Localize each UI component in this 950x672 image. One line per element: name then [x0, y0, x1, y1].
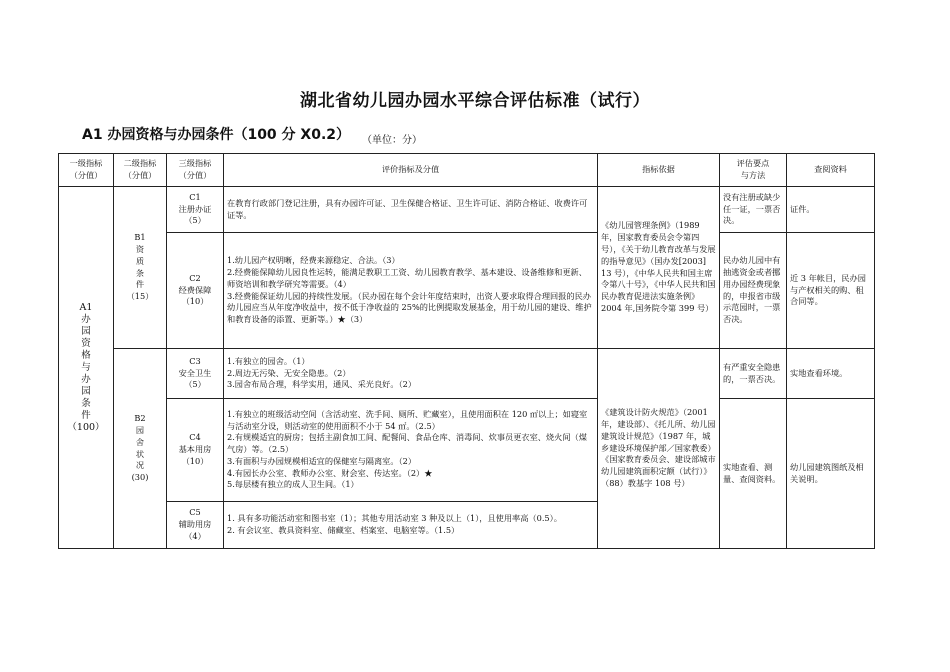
header-criteria: 评价指标及分值	[224, 154, 598, 187]
header-basis: 指标依据	[598, 154, 720, 187]
method-b2: 实地查看、测量、查阅资料。	[720, 399, 787, 549]
table-row-c2	[59, 233, 875, 349]
c2-criteria: 1.幼儿园产权明晰，经费来源稳定、合法。（3） 2.经费能保障幼儿园良性运转，能满足教职工工资、幼儿园教育教学、基本建设、设备维修和更新、师资培训和教学研究等需要。（4） 3.经费能保证幼儿园的持续性发展。（民办园在每个会计年度结束时，出资人要求取得合理回报的民办幼儿园应当从年度净收益中，按不低于净收益的 25%的比例提取发展基金，用于幼儿园的建设、维护和教育设备的添置、更新等。）★（3）	[224, 233, 598, 349]
unit-note: （单位：分）	[362, 135, 422, 146]
c3-criteria: 1.有独立的园舍。（1） 2.周边无污染、无安全隐患。（2） 3.园舍布局合理，科学实用，通风、采光良好。（2）	[224, 349, 598, 399]
level1-a1-cell: A1 办 园 资 格 与 办 园 条 件 （100）	[59, 187, 114, 549]
section-heading: A1 办园资格与办园条件（100 分 X0.2）	[82, 127, 351, 143]
c2-materials: 近 3 年帐目，民办园与产权相关的购、租合同等。	[787, 233, 875, 349]
c3-method: 有严重安全隐患的，一票否决。	[720, 349, 787, 399]
c4-label: C4 基本用房 （10）	[167, 399, 224, 502]
page-title: 湖北省幼儿园办园水平综合评估标准（试行）	[300, 91, 650, 111]
c1-label: C1 注册办证 （5）	[167, 187, 224, 233]
evaluation-table	[58, 153, 875, 549]
basis-b2: 《建筑设计防火规范》（2001 年，建设部）、《托儿所、幼儿园建筑设计规范》（1987 年，城乡建设环境保护部／国家教委）《国家教育委员会、建设部城市幼儿园建筑面积定额（试行）》（88）教基字 108 号）	[598, 349, 720, 549]
table-row-c3	[59, 349, 875, 399]
header-level2: 二级指标 （分值）	[114, 154, 167, 187]
basis-b1: 《幼儿园管理条例》（1989 年，国家教育委员会令第四号），《关于幼儿教育改革与发展的指导意见》（国办发[2003] 13 号），《中华人民共和国主席令第八十号》，《中华人民共和国民办教育促进法实施条例》2004 年,国务院令第 399 号）	[598, 187, 720, 349]
table-row-c1	[59, 187, 875, 233]
c2-method: 民办幼儿园中有抽逃资金或者挪用办园经费现象的，申报省市级示范园时，一票否决。	[720, 233, 787, 349]
header-level1: 一级指标 （分值）	[59, 154, 114, 187]
c1-method: 没有注册或缺少任一证，一票否决。	[720, 187, 787, 233]
header-row	[59, 154, 875, 187]
c3-materials: 实地查看环境。	[787, 349, 875, 399]
c2-label: C2 经费保障 （10）	[167, 233, 224, 349]
table-row-c4	[59, 399, 875, 502]
c5-label: C5 辅助用房 （4）	[167, 502, 224, 549]
c1-criteria: 在教育行政部门登记注册，具有办园许可证、卫生保健合格证、卫生许可证、消防合格证、收费许可证等。	[224, 187, 598, 233]
header-materials: 查阅资料	[787, 154, 875, 187]
c5-criteria: 1. 具有多功能活动室和图书室（1）；其他专用活动室 3 种及以上（1），且使用率高（0.5）。 2. 有会议室、教具资料室、储藏室、档案室、电脑室等。（1.5）	[224, 502, 598, 549]
level2-b2-cell: B2 园 舍 状 况 (30)	[114, 349, 167, 549]
c3-label: C3 安全卫生 （5）	[167, 349, 224, 399]
materials-b2: 幼儿园建筑图纸及相关说明。	[787, 399, 875, 549]
header-level3: 三级指标 （分值）	[167, 154, 224, 187]
c4-criteria: 1.有独立的班级活动空间（含活动室、洗手间、厕所、贮藏室），且使用面积在 120 ㎡以上；如寝室与活动室分设，则活动室的使用面积不小于 54 ㎡。（2.5） 2.有规模适宜的厨房；包括主副食加工间、配餐间、食品仓库、消毒间、炊事员更衣室、烧火间（煤气房）等。（2.5） 3.有面积与办园规模相适宜的保健室与隔离室。（2） 4.有园长办公室、教师办公室、财会室、传达室。（2）★ 5.每层楼有独立的成人卫生间。（1）	[224, 399, 598, 502]
header-method: 评估要点 与方法	[720, 154, 787, 187]
level2-b1-cell: B1 资 质 条 件 （15）	[114, 187, 167, 349]
c1-materials: 证件。	[787, 187, 875, 233]
